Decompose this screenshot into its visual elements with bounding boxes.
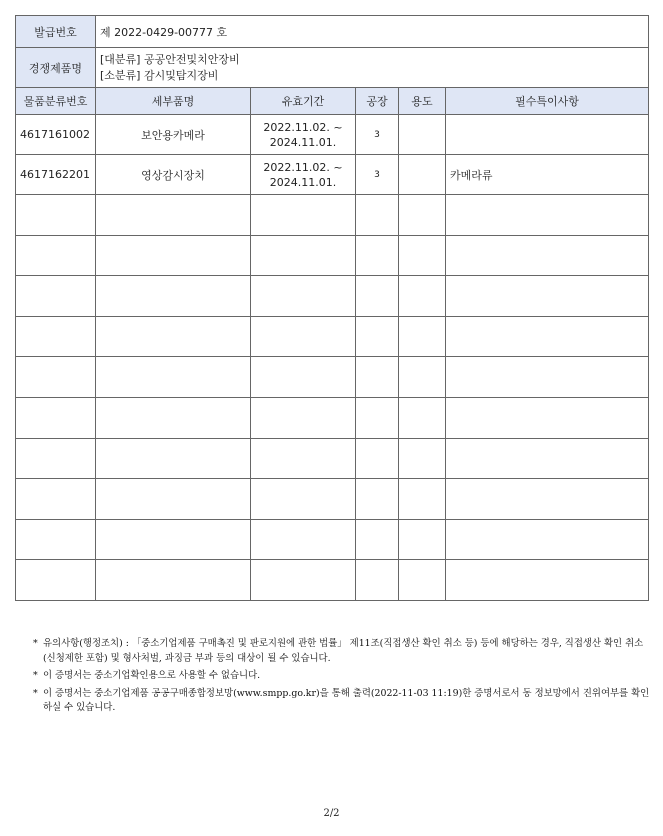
empty-row bbox=[16, 397, 649, 438]
table-header-row bbox=[16, 88, 649, 115]
valid-from: 2022.11.02. ~ bbox=[263, 160, 343, 174]
issue-number-label: 발급번호 bbox=[16, 16, 96, 48]
page-number: 2/2 bbox=[323, 808, 340, 819]
notes-section bbox=[33, 637, 653, 719]
category-small: [소분류] 감시및탐지장비 bbox=[100, 68, 219, 82]
header-notes: 필수특이사항 bbox=[446, 88, 649, 115]
row-code: 4617162201 bbox=[16, 155, 96, 195]
valid-to: 2024.11.01. bbox=[269, 175, 337, 189]
header-validity: 유효기간 bbox=[251, 88, 356, 115]
product-name-label: 경쟁제품명 bbox=[16, 48, 96, 88]
note-item bbox=[33, 687, 653, 716]
row-use bbox=[399, 115, 446, 155]
empty-row bbox=[16, 316, 649, 357]
note-text: 유의사항(행정조치) : 「중소기업제품 구매촉진 및 판로지원에 관한 법률」 제11조(직접생산 확인 취소 등) 등에 해당하는 경우, 직접생산 확인 취소(신청제한 포함) 및 형사처벌, 과징금 부과 등의 대상이 될 수 있습니다. bbox=[43, 638, 644, 664]
note-bullet: * bbox=[33, 687, 38, 699]
empty-row bbox=[16, 357, 649, 398]
empty-row bbox=[16, 195, 649, 236]
issue-number-value: 제 2022-0429-00777 호 bbox=[96, 16, 649, 48]
valid-from: 2022.11.02. ~ bbox=[263, 120, 343, 134]
row-note: 카메라류 bbox=[446, 155, 649, 195]
row-factory: 3 bbox=[356, 155, 399, 195]
certificate-table bbox=[15, 15, 649, 601]
row-name: 보안용카메라 bbox=[96, 115, 251, 155]
note-bullet: * bbox=[33, 670, 38, 681]
empty-row bbox=[16, 519, 649, 560]
category-large: [대분류] 공공안전및치안장비 bbox=[100, 52, 240, 66]
note-item bbox=[33, 669, 653, 684]
row-note bbox=[446, 115, 649, 155]
table-row bbox=[16, 115, 649, 155]
header-factory: 공장 bbox=[356, 88, 399, 115]
empty-row bbox=[16, 235, 649, 276]
table-row bbox=[16, 155, 649, 195]
empty-row bbox=[16, 560, 649, 601]
certificate-sheet bbox=[15, 15, 648, 601]
header-use: 용도 bbox=[399, 88, 446, 115]
row-code: 4617161002 bbox=[16, 115, 96, 155]
product-category-cell bbox=[96, 48, 649, 88]
row-name: 영상감시장치 bbox=[96, 155, 251, 195]
row-use bbox=[399, 155, 446, 195]
row-validity bbox=[251, 115, 356, 155]
note-item bbox=[33, 637, 653, 666]
valid-to: 2024.11.01. bbox=[269, 135, 337, 149]
header-name: 세부품명 bbox=[96, 88, 251, 115]
note-text: 이 증명서는 중소기업제품 공공구매종합정보망(www.smpp.go.kr)을 통해 출력(2022-11-03 11:19)한 증명서로서 동 정보망에서 진위여부를 확인하실 수 있습니다. bbox=[43, 687, 650, 713]
empty-row bbox=[16, 438, 649, 479]
row-factory: 3 bbox=[356, 115, 399, 155]
row-validity bbox=[251, 155, 356, 195]
note-text: 이 증명서는 중소기업확인용으로 사용할 수 없습니다. bbox=[43, 670, 261, 681]
header-code: 물품분류번호 bbox=[16, 88, 96, 115]
empty-row bbox=[16, 276, 649, 317]
empty-row bbox=[16, 479, 649, 520]
note-bullet: * bbox=[33, 638, 38, 649]
